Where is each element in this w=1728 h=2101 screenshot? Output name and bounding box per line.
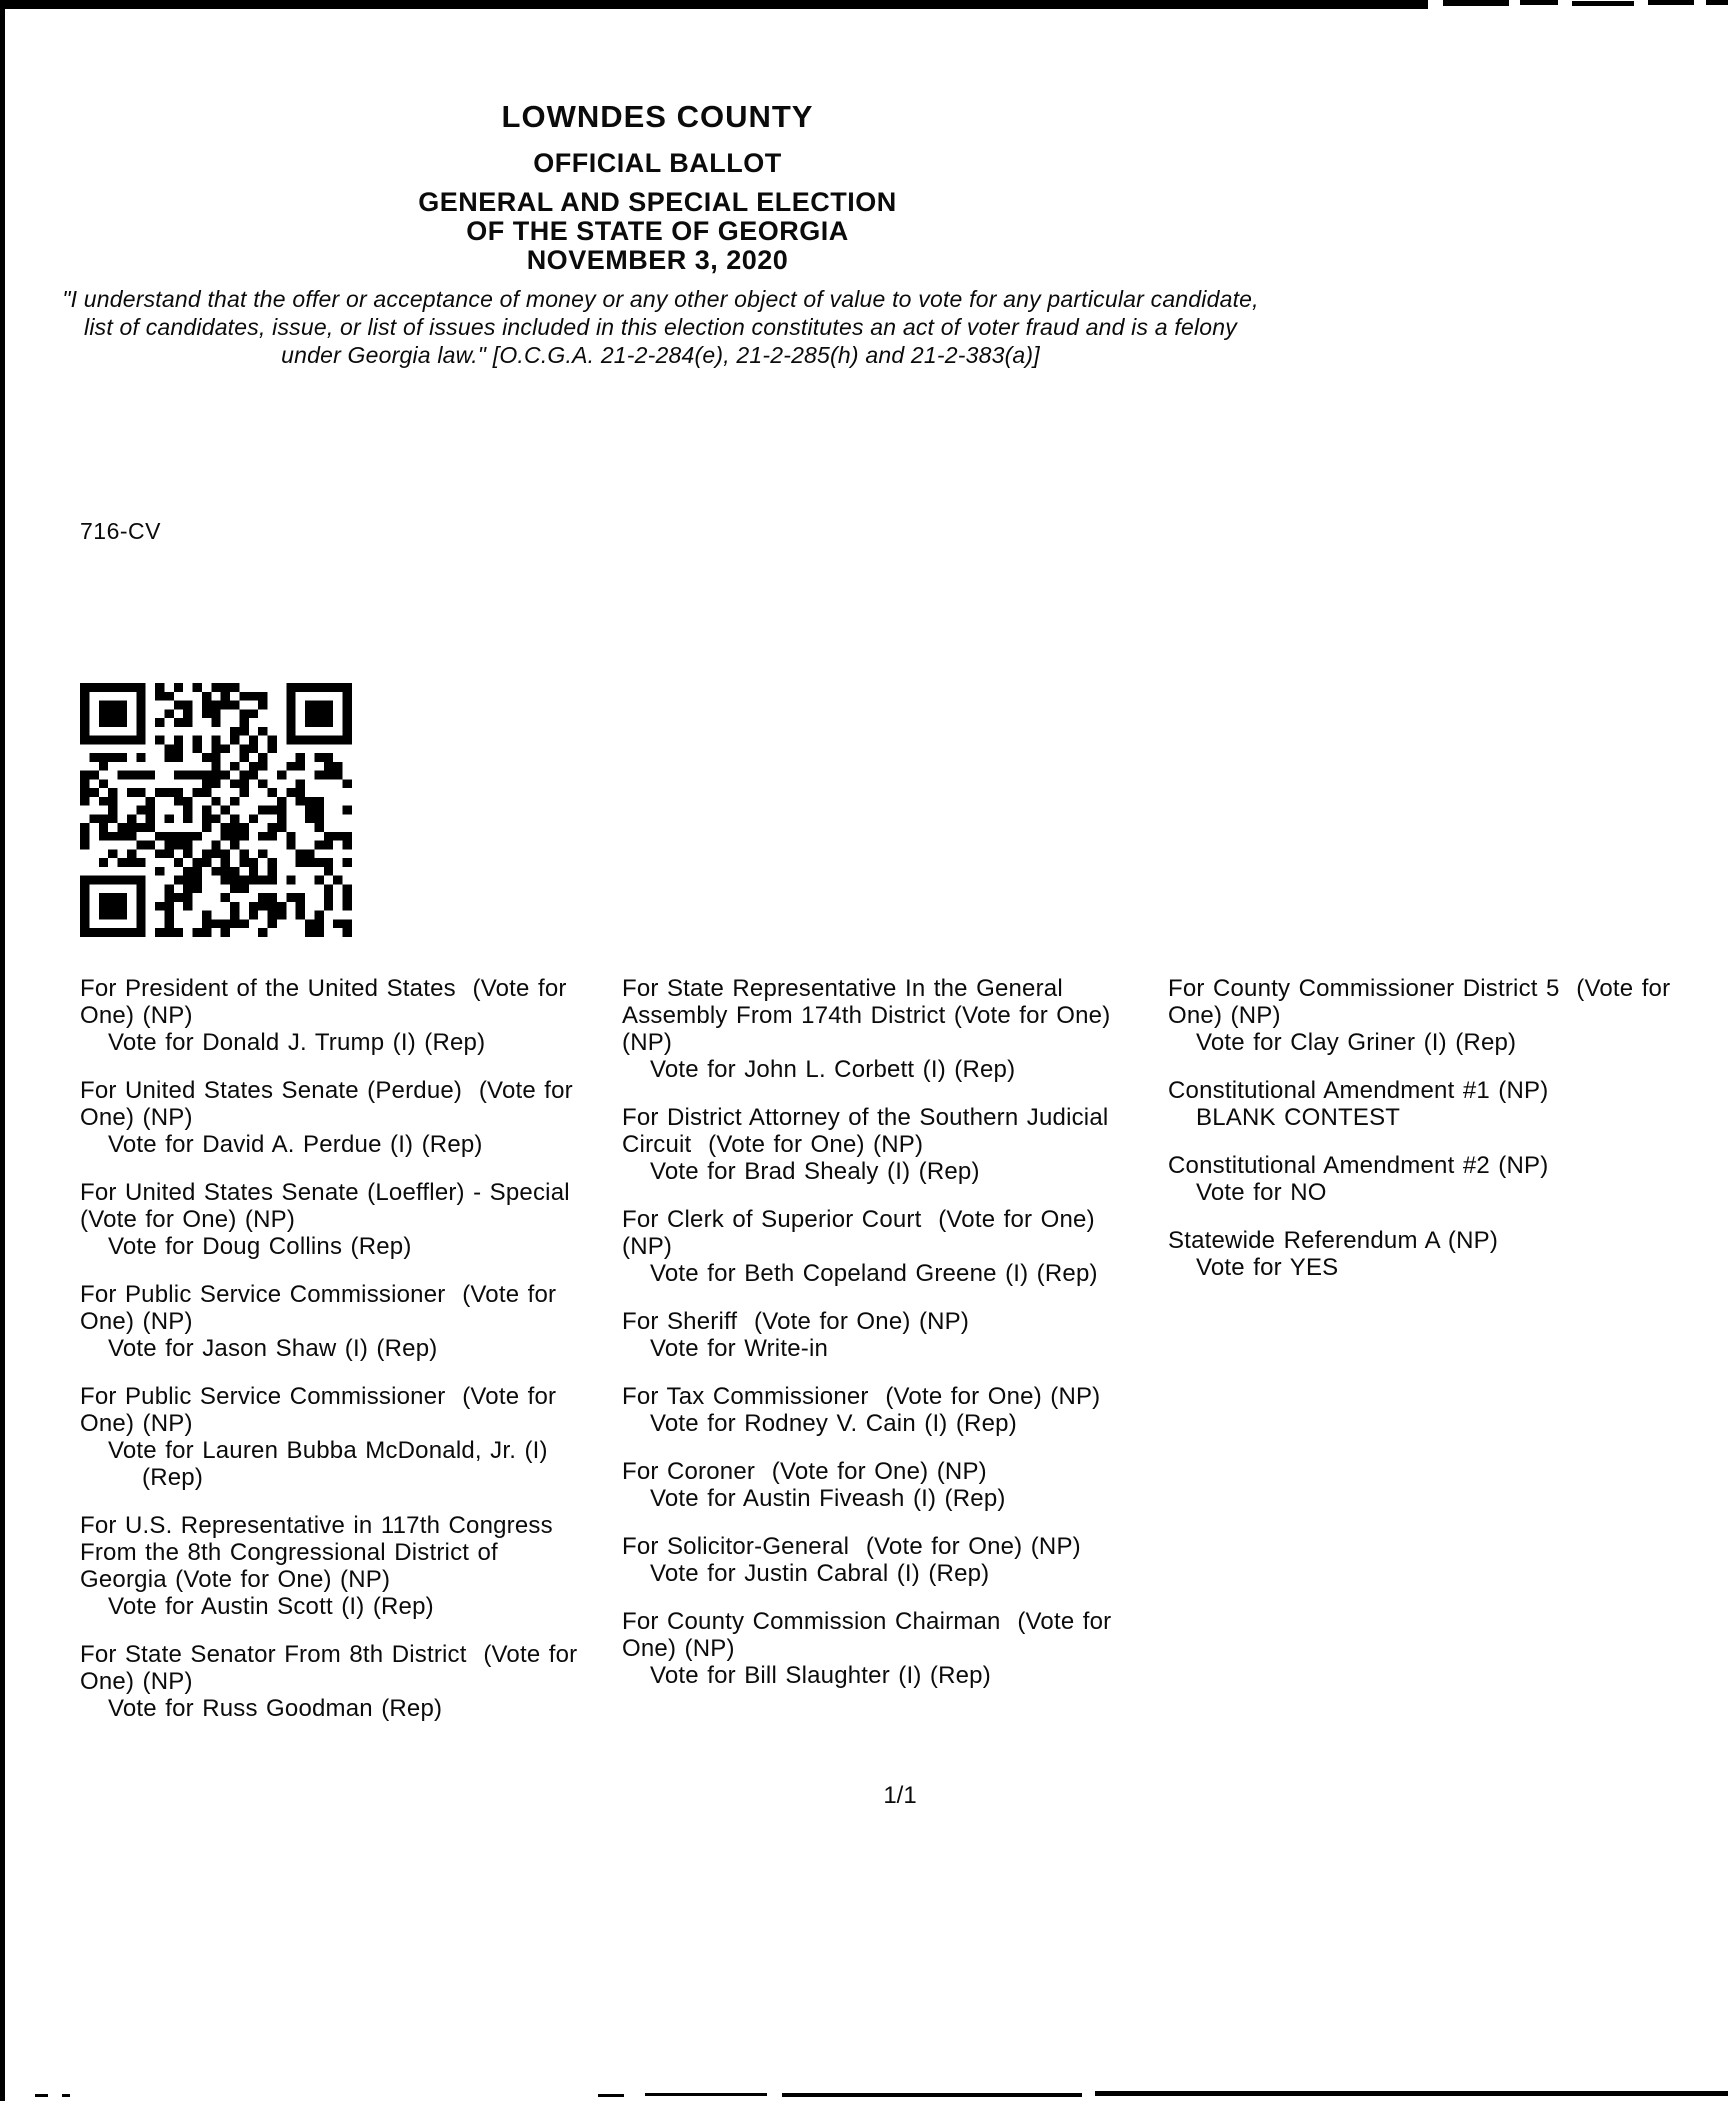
vote-line: Vote for John L. Corbett (I) (Rep) bbox=[650, 1056, 1016, 1083]
contest-votes bbox=[80, 1131, 580, 1158]
contest bbox=[80, 1179, 587, 1260]
contest-votes bbox=[80, 1437, 580, 1491]
contest-votes bbox=[1168, 1254, 1673, 1281]
contest-votes bbox=[80, 1593, 580, 1620]
contest-title: For State Senator From 8th District (Vote for One) (NP) bbox=[80, 1641, 586, 1695]
ballot-columns bbox=[80, 975, 1679, 1743]
contest bbox=[1168, 1152, 1673, 1206]
contest bbox=[622, 1308, 1122, 1362]
contest-votes bbox=[80, 1029, 580, 1056]
contest bbox=[622, 1458, 1122, 1512]
contest-title: Constitutional Amendment #1 (NP) bbox=[1168, 1077, 1549, 1104]
contest-title: For County Commission Chairman (Vote for One) (NP) bbox=[622, 1608, 1120, 1662]
ballot-column bbox=[1168, 975, 1679, 1743]
contest bbox=[80, 1077, 580, 1158]
voter-fraud-disclaimer: "I understand that the offer or acceptance of money or any other object of value to vote for any particular candidate, list of candidates, issue, or list of issues included in this election constitutes an act of voter fraud and is a felony under Georgia law." [O.C.G.A. 21-2-284(e), 21-2-285(h) and 21-2-383(a)] bbox=[62, 286, 1259, 368]
contest-title: For County Commissioner District 5 (Vote for One) (NP) bbox=[1168, 975, 1679, 1029]
vote-line: Vote for Brad Shealy (I) (Rep) bbox=[650, 1158, 980, 1185]
contest bbox=[622, 1533, 1122, 1587]
election-title-line2: OF THE STATE OF GEORGIA bbox=[466, 216, 849, 246]
contest-votes bbox=[622, 1410, 1122, 1437]
contest bbox=[80, 1281, 580, 1362]
contest-votes bbox=[622, 1260, 1122, 1287]
scan-artifact-bottom-line bbox=[1095, 2091, 1728, 2096]
vote-line: Vote for NO bbox=[1196, 1179, 1327, 1206]
county-title: LOWNDES COUNTY bbox=[501, 99, 814, 134]
contest-title: For Solicitor-General (Vote for One) (NP) bbox=[622, 1533, 1081, 1560]
official-ballot-title: OFFICIAL BALLOT bbox=[533, 148, 782, 178]
vote-line: Vote for Justin Cabral (I) (Rep) bbox=[650, 1560, 990, 1587]
election-date: NOVEMBER 3, 2020 bbox=[526, 245, 789, 275]
ballot-header bbox=[55, 100, 1260, 275]
contest-votes bbox=[622, 1335, 1122, 1362]
contest-votes bbox=[1168, 1104, 1673, 1131]
vote-line: Vote for Russ Goodman (Rep) bbox=[108, 1695, 443, 1722]
scan-artifact-top-dash bbox=[1706, 0, 1728, 5]
vote-line: Vote for Rodney V. Cain (I) (Rep) bbox=[650, 1410, 1017, 1437]
contest-title: For District Attorney of the Southern Judicial Circuit (Vote for One) (NP) bbox=[622, 1104, 1117, 1158]
contest-title: For President of the United States (Vote for One) (NP) bbox=[80, 975, 575, 1029]
vote-line: Vote for Jason Shaw (I) (Rep) bbox=[108, 1335, 438, 1362]
contest bbox=[622, 1206, 1122, 1287]
scan-artifact-bottom-dash bbox=[35, 2094, 48, 2097]
contest bbox=[622, 1608, 1122, 1689]
vote-line: Vote for Clay Griner (I) (Rep) bbox=[1196, 1029, 1517, 1056]
contest-title: Constitutional Amendment #2 (NP) bbox=[1168, 1152, 1549, 1179]
scan-artifact-top-dash bbox=[1648, 0, 1694, 5]
scan-artifact-bottom-dash bbox=[782, 2093, 1082, 2097]
contest-votes bbox=[622, 1056, 1122, 1083]
qr-code bbox=[80, 683, 352, 937]
contest-title: For Clerk of Superior Court (Vote for One) (NP) bbox=[622, 1206, 1104, 1260]
contest-title: For U.S. Representative in 117th Congress From the 8th Congressional District of Georgia (Vote for One) (NP) bbox=[80, 1512, 562, 1593]
scan-artifact-bottom-dash bbox=[598, 2094, 624, 2097]
ballot-style-code: 716-CV bbox=[80, 518, 161, 544]
contest-votes bbox=[1168, 1029, 1673, 1056]
contest-votes bbox=[80, 1695, 580, 1722]
vote-line: Vote for Doug Collins (Rep) bbox=[108, 1233, 412, 1260]
scan-artifact-bottom-dash bbox=[62, 2094, 70, 2097]
vote-line: Vote for Lauren Bubba McDonald, Jr. (I) (Rep) bbox=[108, 1437, 557, 1491]
vote-line: Vote for Beth Copeland Greene (I) (Rep) bbox=[650, 1260, 1098, 1287]
contest-title: For Coroner (Vote for One) (NP) bbox=[622, 1458, 987, 1485]
contest bbox=[1168, 1227, 1673, 1281]
ballot-column bbox=[80, 975, 587, 1743]
scan-artifact-top-bar bbox=[0, 0, 1428, 9]
contest bbox=[622, 975, 1122, 1083]
contest bbox=[622, 1104, 1122, 1185]
contest-title: For Public Service Commissioner (Vote for One) (NP) bbox=[80, 1383, 565, 1437]
contest-title: For United States Senate (Perdue) (Vote for One) (NP) bbox=[80, 1077, 582, 1131]
vote-line: BLANK CONTEST bbox=[1196, 1104, 1401, 1131]
vote-line: Vote for Write-in bbox=[650, 1335, 829, 1362]
contest-votes bbox=[1168, 1179, 1673, 1206]
contest-title: For Sheriff (Vote for One) (NP) bbox=[622, 1308, 970, 1335]
vote-line: Vote for Austin Fiveash (I) (Rep) bbox=[650, 1485, 1006, 1512]
vote-line: Vote for Austin Scott (I) (Rep) bbox=[108, 1593, 434, 1620]
contest bbox=[1168, 975, 1679, 1056]
vote-line: Vote for David A. Perdue (I) (Rep) bbox=[108, 1131, 483, 1158]
contest bbox=[80, 975, 580, 1056]
contest-votes bbox=[622, 1560, 1122, 1587]
scan-artifact-top-dash bbox=[1520, 0, 1558, 5]
ballot-column bbox=[622, 975, 1122, 1743]
contest bbox=[1168, 1077, 1673, 1131]
contest-title: Statewide Referendum A (NP) bbox=[1168, 1227, 1499, 1254]
contest bbox=[80, 1512, 580, 1620]
contest-votes bbox=[622, 1485, 1122, 1512]
vote-line: Vote for Bill Slaughter (I) (Rep) bbox=[650, 1662, 991, 1689]
page-number: 1/1 bbox=[883, 1782, 917, 1809]
contest-title: For State Representative In the General Assembly From 174th District (Vote for One) (NP) bbox=[622, 975, 1119, 1056]
contest-votes bbox=[622, 1662, 1122, 1689]
contest bbox=[80, 1641, 586, 1722]
contest bbox=[622, 1383, 1122, 1437]
contest-votes bbox=[80, 1233, 580, 1260]
contest-title: For Tax Commissioner (Vote for One) (NP) bbox=[622, 1383, 1101, 1410]
election-title-line1: GENERAL AND SPECIAL ELECTION bbox=[418, 187, 897, 217]
vote-line: Vote for Donald J. Trump (I) (Rep) bbox=[108, 1029, 486, 1056]
vote-line: Vote for YES bbox=[1196, 1254, 1339, 1281]
contest-title: For Public Service Commissioner (Vote for One) (NP) bbox=[80, 1281, 565, 1335]
contest-votes bbox=[80, 1335, 580, 1362]
scan-artifact-bottom-dash bbox=[645, 2093, 767, 2096]
scan-artifact-top-dash bbox=[1572, 1, 1634, 6]
scan-artifact-top-dash bbox=[1443, 0, 1509, 6]
contest-votes bbox=[622, 1158, 1122, 1185]
contest-title: For United States Senate (Loeffler) - Special (Vote for One) (NP) bbox=[80, 1179, 587, 1233]
contest bbox=[80, 1383, 580, 1491]
scan-artifact-left-line bbox=[0, 0, 5, 2101]
